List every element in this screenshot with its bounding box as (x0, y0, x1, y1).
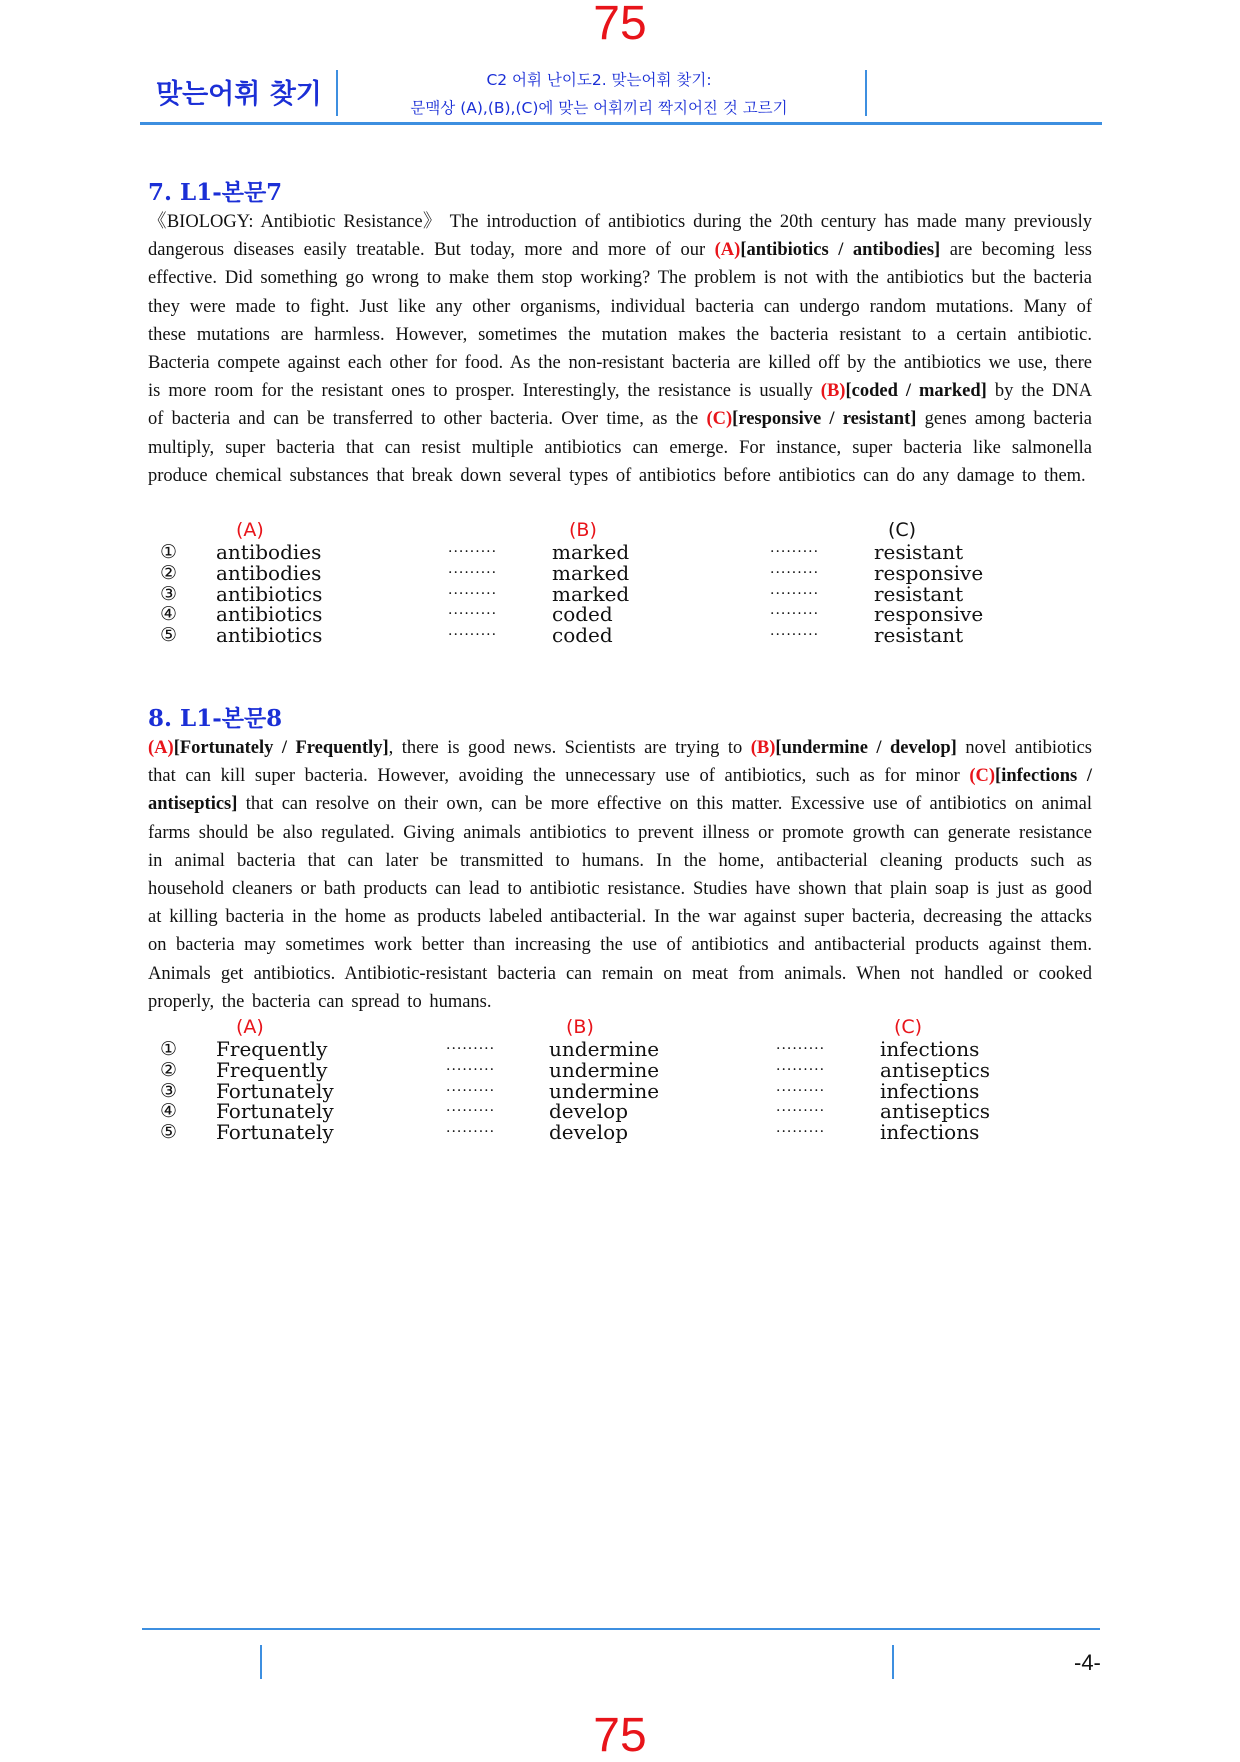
leader-dots: ········· (448, 544, 498, 560)
choice-a: Frequently (216, 1037, 328, 1061)
choice-row[interactable] (158, 1057, 1058, 1082)
choice-c: resistant (874, 581, 964, 606)
choice-number: ① (160, 1038, 178, 1060)
leader-dots: ········· (776, 1041, 826, 1057)
col-header-a: (A) (236, 1016, 264, 1038)
choice-a: Fortunately (216, 1099, 334, 1124)
choice-a: antibodies (216, 560, 322, 585)
choice-row[interactable] (158, 1101, 1058, 1122)
choice-c: infections (880, 1120, 980, 1145)
leader-dots: ········· (446, 1041, 496, 1057)
q8-option-a: [Fortunately / Frequently] (173, 738, 389, 758)
choice-a: antibiotics (216, 602, 323, 627)
question-8-title: 8. L1-본문8 (148, 705, 283, 732)
choice-number: ② (160, 1058, 178, 1081)
choice-c: resistant (874, 540, 964, 564)
q8-option-c: [infections / antiseptics] (148, 766, 1092, 815)
choice-b: undermine (549, 1057, 660, 1082)
leader-dots: ········· (776, 1082, 826, 1099)
header-rule (140, 122, 1102, 125)
header-divider-right (865, 70, 867, 116)
leader-dots: ········· (446, 1124, 496, 1141)
leader-dots: ········· (448, 564, 498, 581)
choice-a: Frequently (216, 1057, 328, 1082)
choice-a: antibiotics (216, 623, 323, 648)
question-7-title: 7. L1-본문7 (148, 179, 283, 206)
choices-header (158, 1017, 1058, 1039)
leader-dots: ········· (776, 1061, 826, 1078)
leader-dots: ········· (448, 585, 498, 602)
col-header-b: (B) (566, 1016, 594, 1038)
question-8-choices (158, 1017, 1058, 1143)
leader-dots: ········· (770, 606, 820, 623)
choice-a: antibodies (216, 540, 322, 564)
leader-dots: ········· (448, 627, 498, 644)
q8-marker-a: (A) (148, 738, 174, 758)
choice-b: coded (552, 623, 613, 648)
q7-option-b: [coded / marked] (845, 381, 987, 402)
choice-number: ① (160, 541, 178, 563)
q7-marker-b: (B) (820, 381, 846, 402)
q8-option-b: [undermine / develop] (775, 738, 957, 758)
choice-row[interactable] (158, 625, 1058, 646)
header-divider-left (336, 70, 338, 116)
choice-b: coded (552, 602, 613, 627)
leader-dots: ········· (770, 544, 820, 560)
leader-dots: ········· (446, 1103, 496, 1120)
q7-marker-c: (C) (706, 409, 733, 430)
footer-divider-right (892, 1645, 894, 1679)
choice-c: responsive (874, 602, 984, 627)
choice-b: marked (552, 540, 630, 564)
choice-row[interactable] (158, 560, 1058, 585)
col-header-c: (C) (894, 1016, 923, 1038)
choice-row[interactable] (158, 1122, 1058, 1143)
footer-page-label: -4- (1074, 1650, 1101, 1675)
choice-b: develop (549, 1120, 629, 1145)
leader-dots: ········· (770, 627, 820, 644)
header-subtitle-line2: 문맥상 (A),(B),(C)에 맞는 어휘끼리 짝지어진 것 고르기 (410, 99, 788, 117)
page-number-bottom: 75 (593, 1709, 647, 1762)
q8-marker-b: (B) (750, 738, 776, 758)
choice-b: marked (552, 560, 630, 585)
choice-number: ③ (160, 582, 178, 605)
choice-number: ③ (160, 1079, 178, 1102)
header-subtitle-line1: C2 어휘 난이도2. 맞는어휘 찾기: (486, 71, 712, 89)
choice-number: ⑤ (160, 624, 178, 647)
choices-header (158, 520, 1058, 542)
q7-option-a: [antibiotics / antibodies] (740, 240, 941, 261)
question-8-passage: (A)[Fortunately / Frequently], there is good news. Scientists are trying to (B)[undermine / develop] novel antibiotics that can kill super bacteria. However, avoiding the unnecessary use of antibiotics, such as for minor (C)[infections / antiseptics] that can resolve on their own, can be more effective on this matter. Excessive use of antibiotics on animal farms should be also regulated. Giving animals antibiotics to prevent illness or promote growth can generate resistance in animal bacteria that can later be transmitted to humans. In the home, antibacterial cleaning products such as household cleaners or bath products can lead to antibiotic resistance. Studies have shown that plain soap is just as good at killing bacteria in the home as products labeled antibacterial. In the war against super bacteria, decreasing the attacks on bacteria may sometimes work better than increasing the use of antibiotics and antibacterial products against them. Animals get antibiotics. Antibiotic-resistant bacteria can remain on meat from animals. When not handled or cooked properly, the bacteria can spread to humans. (148, 738, 1092, 1012)
choice-c: infections (880, 1078, 980, 1103)
choice-c: infections (880, 1037, 980, 1061)
choice-number: ⑤ (160, 1121, 178, 1144)
header-title: 맞는어휘 찾기 (156, 79, 322, 110)
choice-c: antiseptics (880, 1099, 991, 1124)
choice-c: responsive (874, 560, 984, 585)
choice-number: ④ (160, 1100, 178, 1123)
leader-dots: ········· (446, 1061, 496, 1078)
choice-row[interactable] (158, 581, 1058, 606)
leader-dots: ········· (776, 1103, 826, 1120)
choice-b: develop (549, 1099, 629, 1124)
q7-option-c: [responsive / resistant] (732, 409, 917, 430)
leader-dots: ········· (446, 1082, 496, 1099)
choice-a: antibiotics (216, 581, 323, 606)
choice-row[interactable] (158, 604, 1058, 625)
choice-b: undermine (549, 1078, 660, 1103)
col-header-b: (B) (569, 519, 597, 541)
choice-row[interactable] (158, 542, 1058, 563)
page-number-top: 75 (593, 0, 647, 50)
choice-number: ② (160, 561, 178, 584)
choice-a: Fortunately (216, 1120, 334, 1145)
q7-marker-a: (A) (714, 240, 741, 261)
footer-divider-left (260, 1645, 262, 1679)
choice-a: Fortunately (216, 1078, 334, 1103)
choice-b: undermine (549, 1037, 660, 1061)
choice-row[interactable] (158, 1078, 1058, 1103)
choice-row[interactable] (158, 1039, 1058, 1060)
leader-dots: ········· (776, 1124, 826, 1141)
choice-c: resistant (874, 623, 964, 648)
leader-dots: ········· (770, 585, 820, 602)
leader-dots: ········· (770, 564, 820, 581)
choice-c: antiseptics (880, 1057, 991, 1082)
choice-number: ④ (160, 603, 178, 626)
question-7-passage: 《BIOLOGY: Antibiotic Resistance》 The introduction of antibiotics during the 20th century has made many previously dangerous diseases easily treatable. But today, more and more of our (A)[antibiotics / antibodies] are becoming less effective. Did something go wrong to make them stop working? The problem is not with the antibiotics but the bacteria they were made to fight. Just like any other organisms, individual bacteria can undergo random mutations. Many of these mutations are harmless. However, sometimes the mutation makes the bacteria resistant to a certain antibiotic. Bacteria compete against each other for food. As the non-resistant bacteria are killed off by the antibiotics we use, there is more room for the resistant ones to prosper. Interestingly, the resistance is usually (B)[coded / marked] by the DNA of bacteria and can be transferred to other bacteria. Over time, as the (C)[responsive / resistant] genes among bacteria multiply, super bacteria that can resist multiple antibiotics can emerge. For instance, super bacteria like salmonella produce chemical substances that break down several types of antibiotics before antibiotics can do any damage to them. (148, 212, 1093, 486)
q8-marker-c: (C) (969, 766, 996, 787)
question-7-choices (158, 520, 1058, 646)
choice-b: marked (552, 581, 630, 606)
col-header-c: (C) (888, 519, 917, 541)
col-header-a: (A) (236, 519, 264, 541)
leader-dots: ········· (448, 606, 498, 623)
footer-rule (142, 1628, 1100, 1630)
